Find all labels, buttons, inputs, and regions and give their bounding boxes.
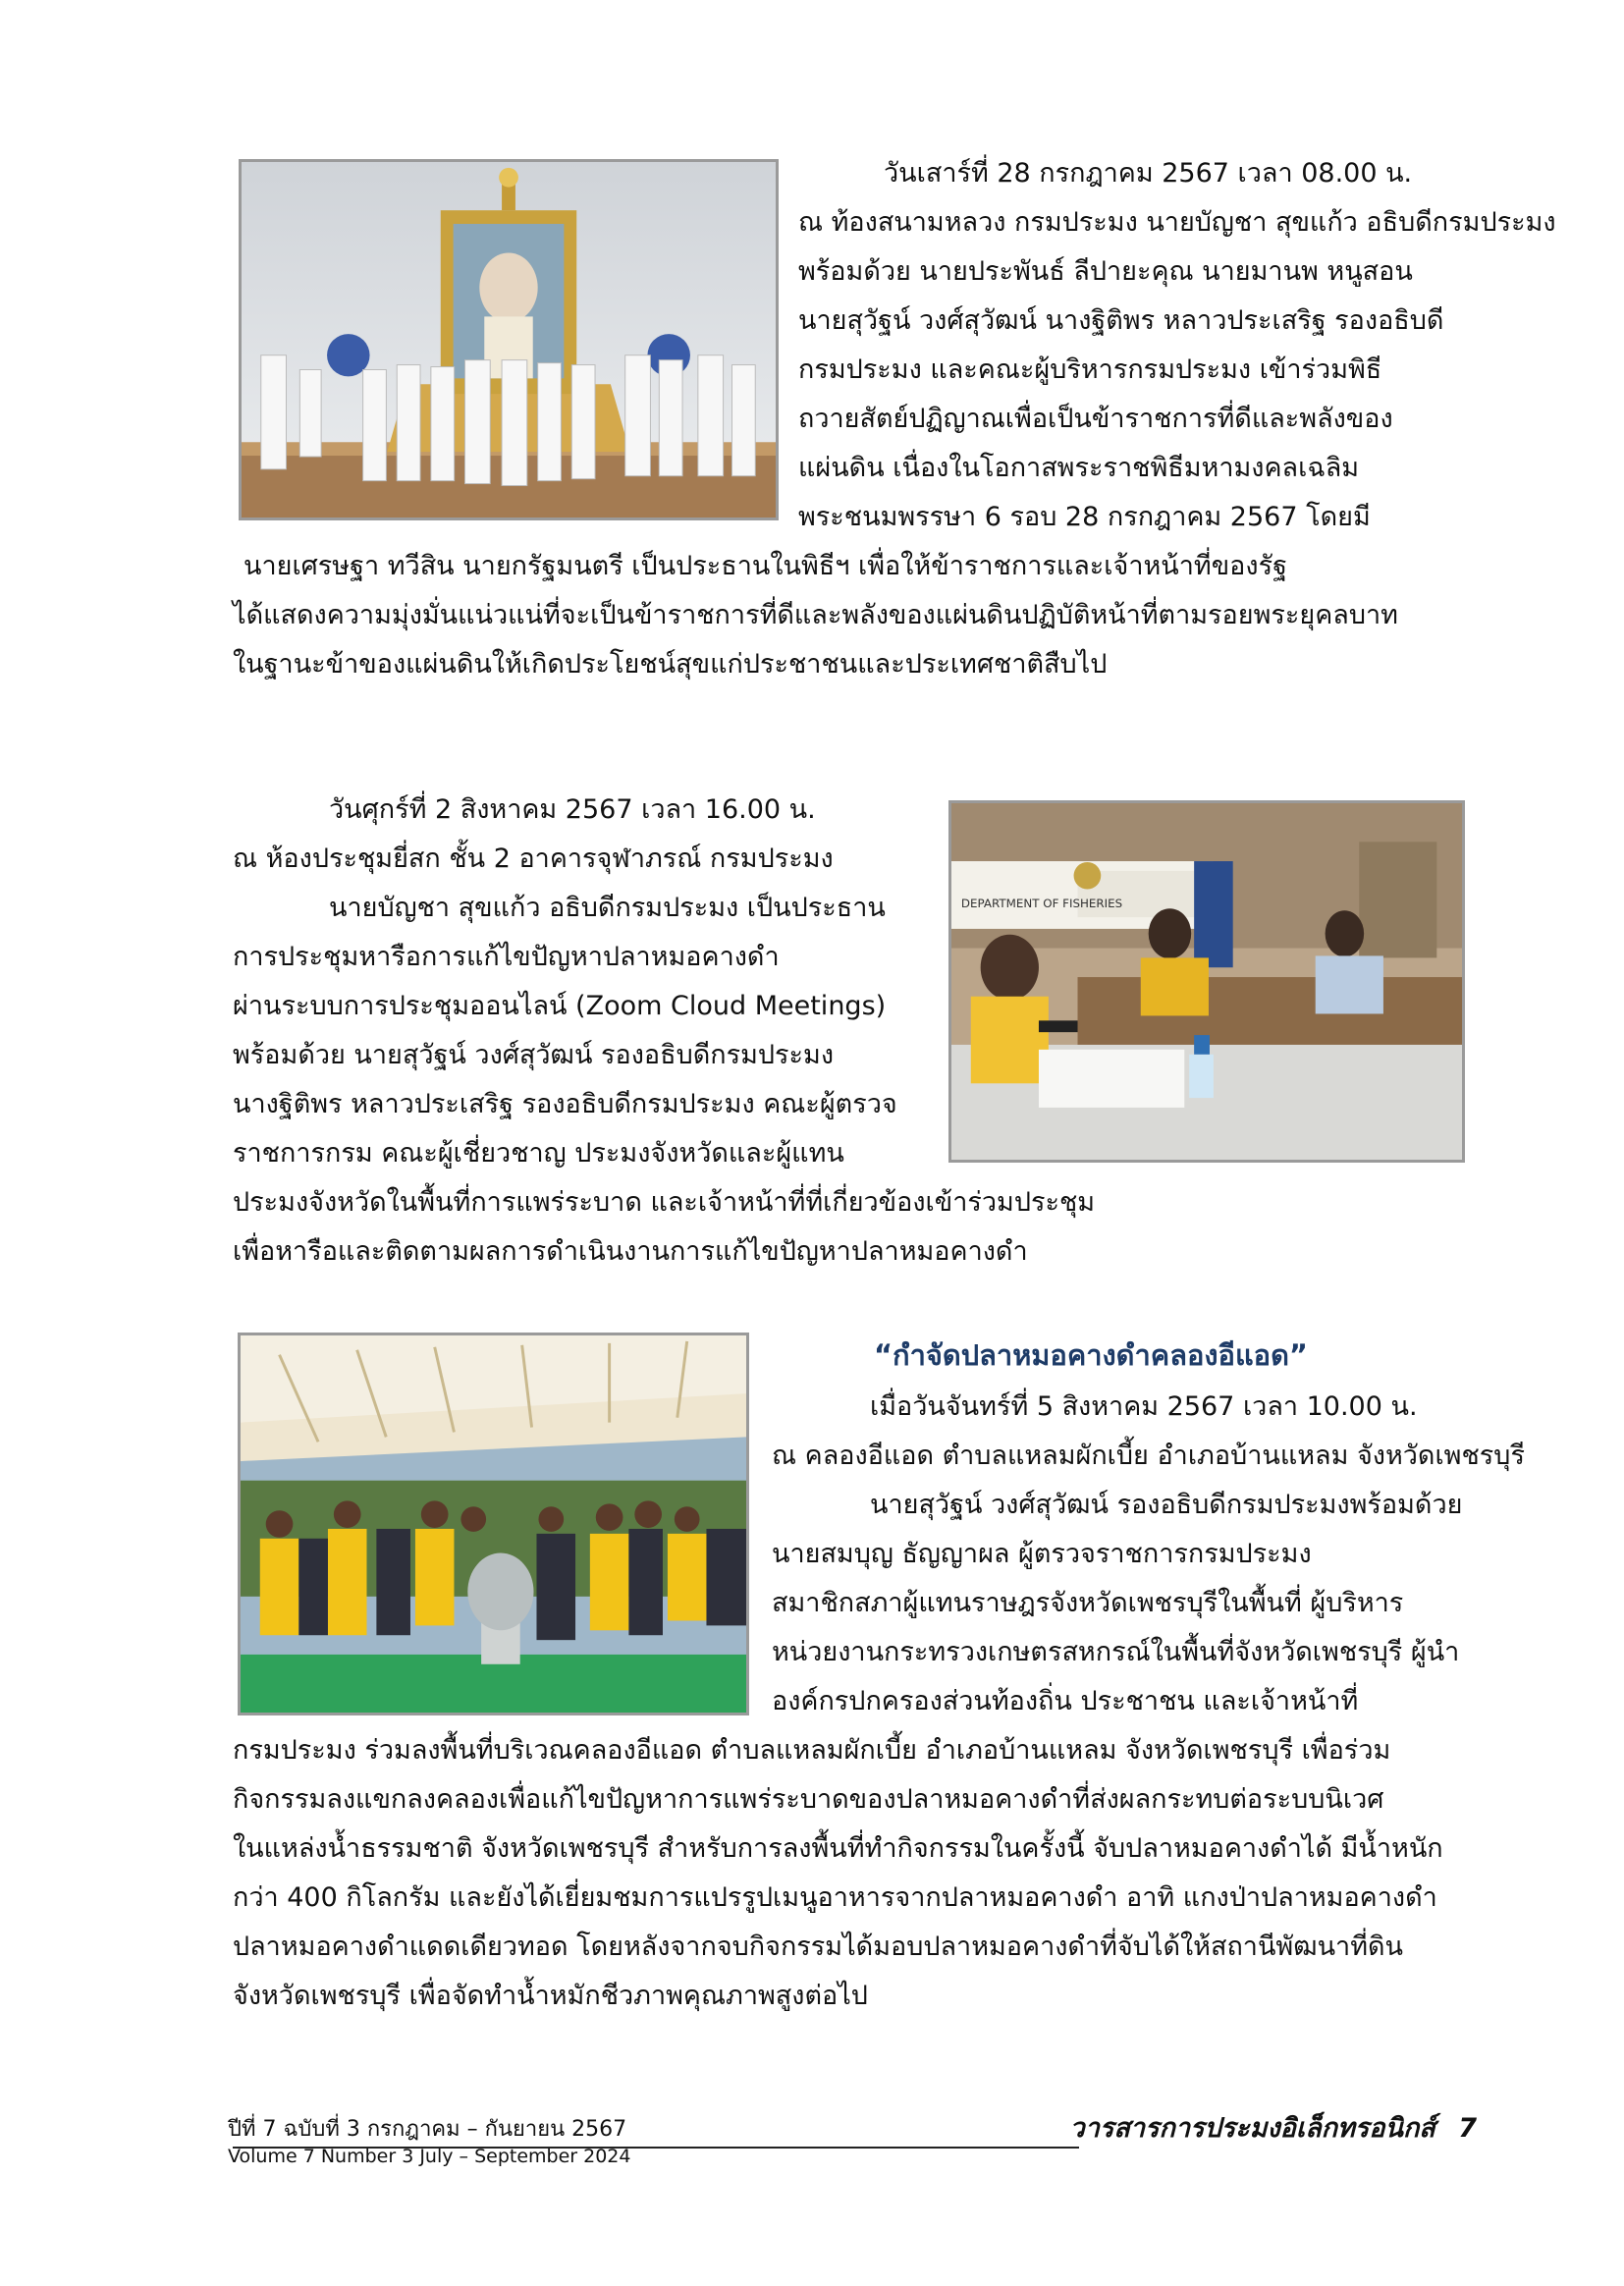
section2-line-5: ผ่านระบบการประชุมออนไลน์ (Zoom Cloud Meetings) xyxy=(233,991,887,1021)
footer-issue-en: Volume 7 Number 3 July – September 2024 xyxy=(228,2146,631,2167)
section3-line-3: นายสุวัฐน์ วงศ์สุวัฒน์ รองอธิบดีกรมประมงพร้อมด้วย xyxy=(870,1490,1463,1520)
section3-line-1: เมื่อวันจันทร์ที่ 5 สิงหาคม 2567 เวลา 10.00 น. xyxy=(870,1391,1418,1422)
fish-removal-photo xyxy=(238,1333,749,1715)
footer-issue-th: ปีที่ 7 ฉบับที่ 3 กรกฎาคม – กันยายน 2567 xyxy=(228,2117,627,2142)
section1-line-10: ได้แสดงความมุ่งมั่นแน่วแน่ที่จะเป็นข้าราชการที่ดีและพลังของแผ่นดินปฏิบัติหน้าที่ตามรอยพระยุคลบาท xyxy=(233,600,1398,630)
section3-line-12: ปลาหมอคางดำแดดเดียวทอด โดยหลังจากจบกิจกรรมได้มอบปลาหมอคางดำที่จับได้ให้สถานีพัฒนาที่ดิน xyxy=(233,1932,1404,1962)
section2-line-4: การประชุมหารือการแก้ไขปัญหาปลาหมอคางดำ xyxy=(233,942,780,972)
section1-line-2: ณ ท้องสนามหลวง กรมประมง นายบัญชา สุขแก้ว อธิบดีกรมประมง xyxy=(798,207,1556,238)
section1-line-6: ถวายสัตย์ปฏิญาณเพื่อเป็นข้าราชการที่ดีและพลังของ xyxy=(798,404,1393,434)
section1-line-8: พระชนมพรรษา 6 รอบ 28 กรกฎาคม 2567 โดยมี xyxy=(798,502,1371,532)
section3-line-8: กรมประมง ร่วมลงพื้นที่บริเวณคลองอีแอด ตำบลแหลมผักเบี้ย อำเภอบ้านแหลม จังหวัดเพชรบุรี เพื่อร่วม xyxy=(233,1735,1391,1766)
meeting-photo xyxy=(948,800,1465,1163)
section2-line-2: ณ ห้องประชุมยี่สก ชั้น 2 อาคารจุฬาภรณ์ กรมประมง xyxy=(233,844,834,874)
section3-line-13: จังหวัดเพชรบุรี เพื่อจัดทำน้ำหมักชีวภาพคุณภาพสูงต่อไป xyxy=(233,1981,868,2011)
section2-line-10: เพื่อหารือและติดตามผลการดำเนินงานการแก้ไขปัญหาปลาหมอคางดำ xyxy=(233,1236,1028,1267)
section2-line-9: ประมงจังหวัดในพื้นที่การแพร่ระบาด และเจ้าหน้าที่ที่เกี่ยวข้องเข้าร่วมประชุม xyxy=(233,1187,1096,1218)
footer-journal xyxy=(1070,2106,1477,2149)
section3-line-11: กว่า 400 กิโลกรัม และยังได้เยี่ยมชมการแปรรูปเมนูอาหารจากปลาหมอคางดำ อาทิ แกงป่าปลาหมอคางดำ xyxy=(233,1882,1437,1913)
section1-line-11: ในฐานะข้าของแผ่นดินให้เกิดประโยชน์สุขแก่ประชาชนและประเทศชาติสืบไป xyxy=(233,649,1108,680)
section2-line-1: วันศุกร์ที่ 2 สิงหาคม 2567 เวลา 16.00 น. xyxy=(329,794,816,825)
section1-line-1: วันเสาร์ที่ 28 กรกฎาคม 2567 เวลา 08.00 น. xyxy=(884,158,1413,189)
section3-line-5: สมาชิกสภาผู้แทนราษฎรจังหวัดเพชรบุรีในพื้นที่ ผู้บริหาร xyxy=(772,1588,1404,1618)
section1-line-3: พร้อมด้วย นายประพันธ์ ลีปายะคุณ นายมานพ หนูสอน xyxy=(798,256,1413,287)
section2-line-3: นายบัญชา สุขแก้ว อธิบดีกรมประมง เป็นประธาน xyxy=(329,893,886,923)
section3-line-9: กิจกรรมลงแขกลงคลองเพื่อแก้ไขปัญหาการแพร่ระบาดของปลาหมอคางดำที่ส่งผลกระทบต่อระบบนิเวศ xyxy=(233,1784,1384,1815)
section3-line-4: นายสมบุญ ธัญญาผล ผู้ตรวจราชการกรมประมง xyxy=(772,1539,1312,1569)
section3-heading: “กำจัดปลาหมอคางดำคลองอีแอด” xyxy=(874,1338,1308,1372)
section3-line-10: ในแหล่งน้ำธรรมชาติ จังหวัดเพชรบุรี สำหรับการลงพื้นที่ทำกิจกรรมในครั้งนี้ จับปลาหมอคางดำได้ มีน้ำหนัก xyxy=(233,1833,1443,1864)
page-number: 7 xyxy=(1458,2113,1477,2144)
section2-line-6: พร้อมด้วย นายสุวัฐน์ วงศ์สุวัฒน์ รองอธิบดีกรมประมง xyxy=(233,1040,835,1070)
section1-line-5: กรมประมง และคณะผู้บริหารกรมประมง เข้าร่วมพิธี xyxy=(798,354,1382,385)
ceremony-photo xyxy=(239,159,779,520)
section1-line-9: นายเศรษฐา ทวีสิน นายกรัฐมนตรี เป็นประธานในพิธีฯ เพื่อให้ข้าราชการและเจ้าหน้าที่ของรัฐ xyxy=(244,551,1287,581)
section1-line-7: แผ่นดิน เนื่องในโอกาสพระราชพิธีมหามงคลเฉลิม xyxy=(798,453,1360,483)
section2-line-7: นางฐิติพร หลาวประเสริฐ รองอธิบดีกรมประมง คณะผู้ตรวจ xyxy=(233,1089,897,1119)
journal-title: วารสารการประมงอิเล็กทรอนิกส์ xyxy=(1069,2113,1435,2144)
section3-line-6: หน่วยงานกระทรวงเกษตรสหกรณ์ในพื้นที่จังหวัดเพชรบุรี ผู้นำ xyxy=(772,1637,1460,1667)
sign-text: DEPARTMENT OF FISHERIES xyxy=(960,897,1123,911)
section1-line-4: นายสุวัฐน์ วงศ์สุวัฒน์ นางฐิติพร หลาวประเสริฐ รองอธิบดี xyxy=(798,305,1444,336)
section2-line-8: ราชการกรม คณะผู้เชี่ยวชาญ ประมงจังหวัดและผู้แทน xyxy=(233,1138,844,1169)
section3-line-2: ณ คลองอีแอด ตำบลแหลมผักเบี้ย อำเภอบ้านแหลม จังหวัดเพชรบุรี xyxy=(772,1441,1525,1471)
section3-line-7: องค์กรปกครองส่วนท้องถิ่น ประชาชน และเจ้าหน้าที่ xyxy=(772,1686,1359,1716)
